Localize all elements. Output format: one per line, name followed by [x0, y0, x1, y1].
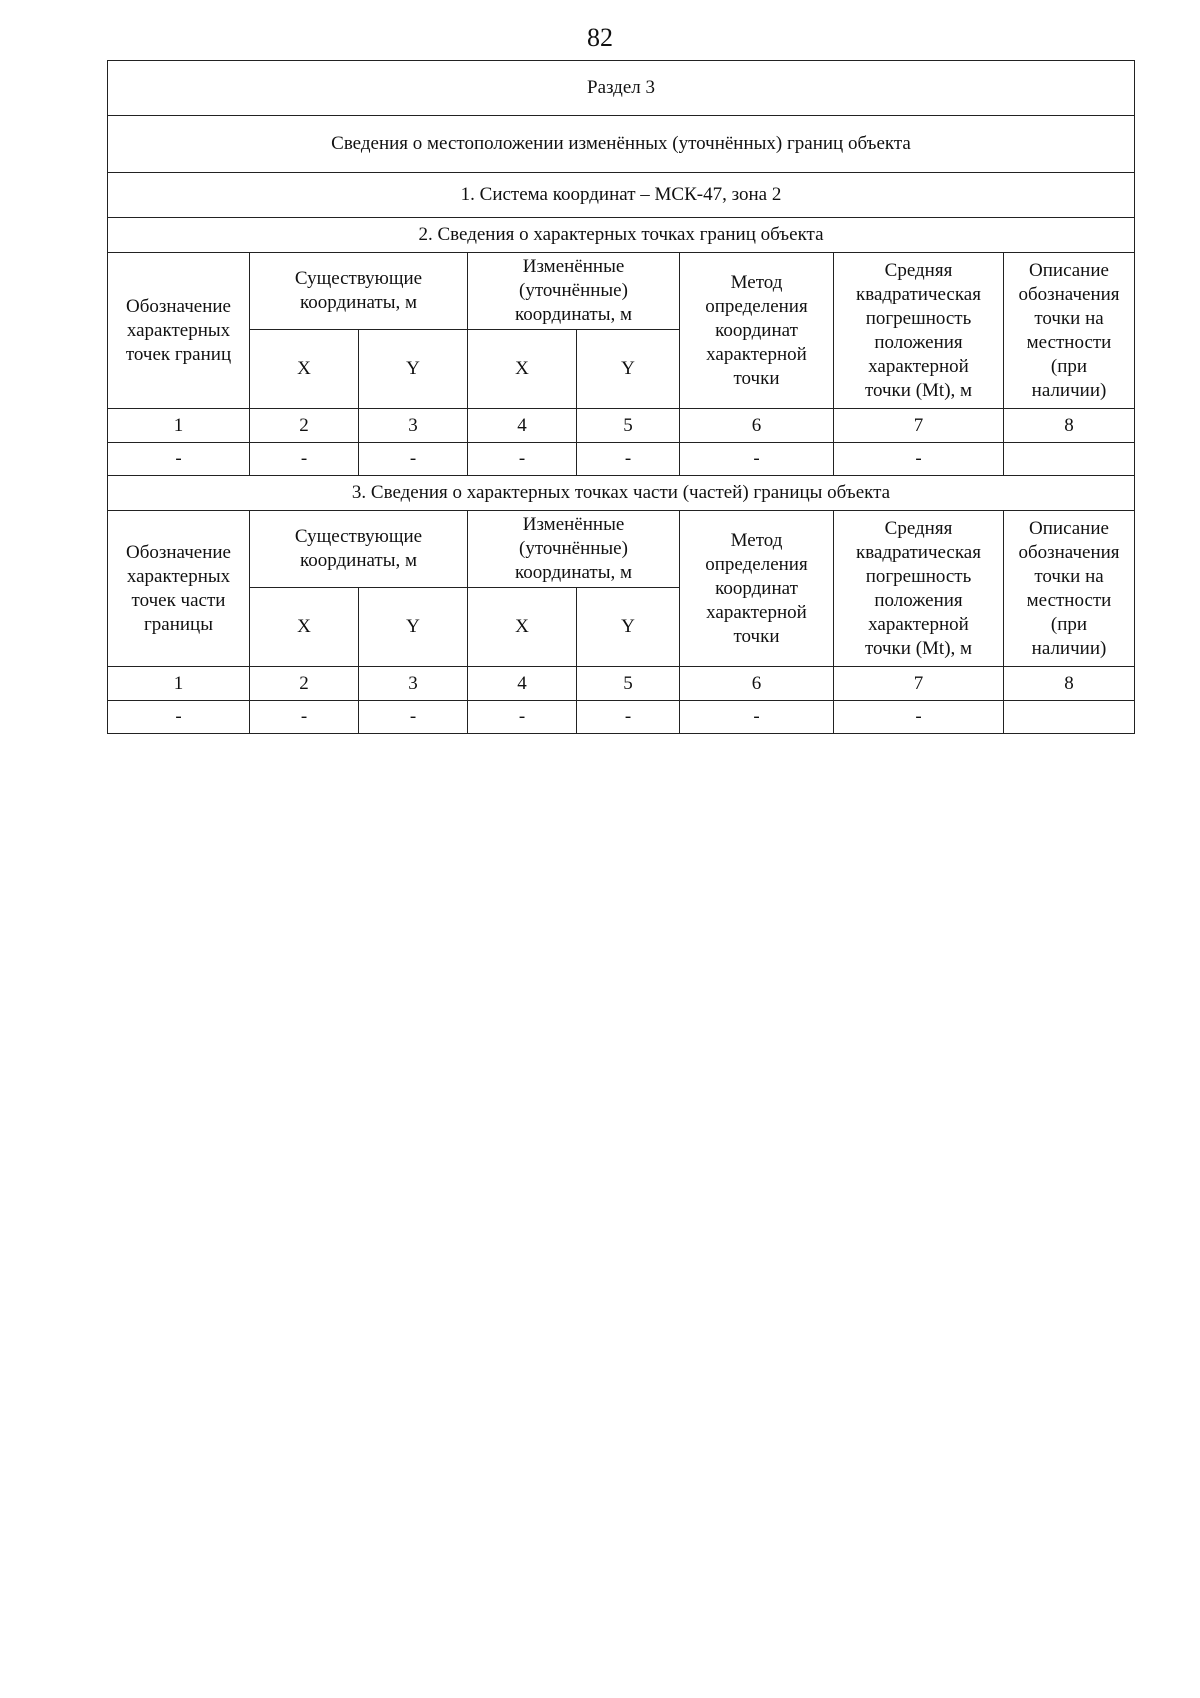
table-cell: - [108, 701, 250, 734]
section-title: Раздел 3 [108, 61, 1135, 116]
table1-header-existing: Существующие координаты, м [250, 253, 468, 330]
table2-header-x-existing: X [250, 588, 359, 667]
column-number: 2 [250, 667, 359, 701]
table2-caption: 3. Сведения о характерных точках части (частей) границы объекта [108, 476, 1135, 511]
table2-data-row [108, 701, 1135, 734]
table-cell: - [250, 443, 359, 476]
column-number: 3 [359, 667, 468, 701]
table-cell [1004, 443, 1135, 476]
section-subtitle: Сведения о местоположении изменённых (уточнённых) границ объекта [108, 116, 1135, 173]
table2-header-error: Средняя квадратическая погрешность положения характерной точки (Mt), м [834, 511, 1004, 667]
table-cell: - [680, 443, 834, 476]
column-number: 6 [680, 409, 834, 443]
table-cell: - [468, 443, 577, 476]
table1-header-y-existing: Y [359, 330, 468, 409]
table2-header-y-existing: Y [359, 588, 468, 667]
column-number: 7 [834, 667, 1004, 701]
table1-header-method: Метод определения координат характерной точки [680, 253, 834, 409]
table1-header-designation: Обозначение характерных точек границ [108, 253, 250, 409]
table-cell: - [359, 701, 468, 734]
table-cell: - [680, 701, 834, 734]
coordinate-system-line: 1. Система координат – МСК-47, зона 2 [108, 173, 1135, 218]
table1-caption: 2. Сведения о характерных точках границ объекта [108, 218, 1135, 253]
column-number: 2 [250, 409, 359, 443]
column-number: 8 [1004, 667, 1135, 701]
boundary-table [107, 60, 1135, 734]
column-number: 5 [577, 667, 680, 701]
column-number: 3 [359, 409, 468, 443]
table1-column-numbers-row [108, 409, 1135, 443]
table1-header-changed: Изменённые (уточнённые) координаты, м [468, 253, 680, 330]
column-number: 6 [680, 667, 834, 701]
table1-header-description: Описание обозначения точки на местности (при наличии) [1004, 253, 1135, 409]
table2-header-changed: Изменённые (уточнённые) координаты, м [468, 511, 680, 588]
table2-header-x-changed: X [468, 588, 577, 667]
table-cell: - [577, 701, 680, 734]
table2-header-description: Описание обозначения точки на местности (при наличии) [1004, 511, 1135, 667]
column-number: 5 [577, 409, 680, 443]
table-cell: - [250, 701, 359, 734]
table-cell: - [108, 443, 250, 476]
column-number: 4 [468, 409, 577, 443]
column-number: 1 [108, 409, 250, 443]
column-number: 4 [468, 667, 577, 701]
table1-header-x-changed: X [468, 330, 577, 409]
table2-header-existing: Существующие координаты, м [250, 511, 468, 588]
table1-data-row [108, 443, 1135, 476]
table1-header-error: Средняя квадратическая погрешность положения характерной точки (Mt), м [834, 253, 1004, 409]
table-cell: - [468, 701, 577, 734]
table-cell: - [577, 443, 680, 476]
table-cell [1004, 701, 1135, 734]
table2-column-numbers-row [108, 667, 1135, 701]
page-number: 82 [587, 23, 613, 52]
table-cell: - [359, 443, 468, 476]
column-number: 1 [108, 667, 250, 701]
table2-header-method: Метод определения координат характерной точки [680, 511, 834, 667]
table1-header-x-existing: X [250, 330, 359, 409]
column-number: 8 [1004, 409, 1135, 443]
table1-header-y-changed: Y [577, 330, 680, 409]
table2-header-designation: Обозначение характерных точек части границы [108, 511, 250, 667]
table-cell: - [834, 701, 1004, 734]
table-cell: - [834, 443, 1004, 476]
table2-header-y-changed: Y [577, 588, 680, 667]
column-number: 7 [834, 409, 1004, 443]
